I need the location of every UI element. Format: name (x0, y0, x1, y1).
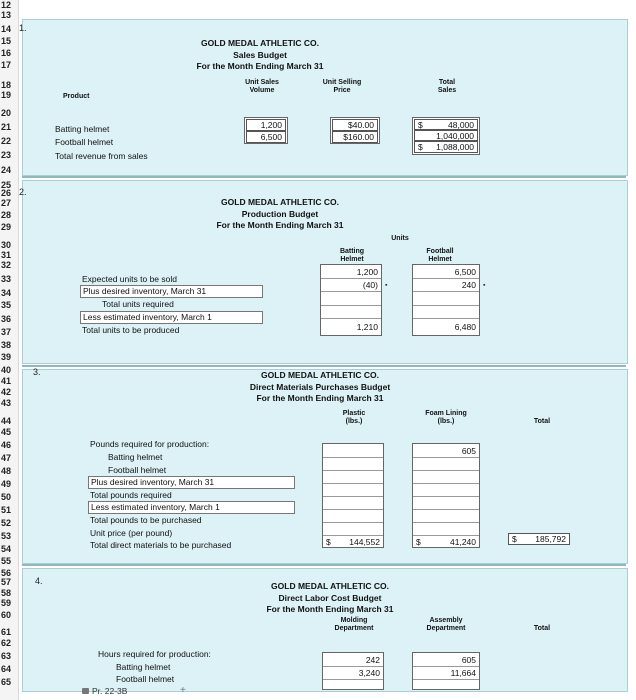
materials-foam-cell[interactable] (413, 472, 479, 484)
row-number: 48 (1, 466, 12, 476)
materials-label-select[interactable]: Less estimated inventory, March 1 (88, 501, 295, 514)
question-number-1: 1. (19, 23, 27, 33)
production-football-cell[interactable] (413, 307, 479, 319)
production-batting-cell[interactable]: 1,200 (321, 267, 381, 279)
row-number: 29 (1, 222, 12, 232)
labor-label: Football helmet (116, 674, 175, 684)
row-number: 46 (1, 440, 12, 450)
row-number: 35 (1, 300, 12, 310)
entry-marker-icon: ▪ (385, 282, 388, 289)
materials-plastic-cell[interactable] (323, 524, 383, 536)
add-sheet-button[interactable]: + (180, 685, 186, 696)
materials-title: Direct Materials Purchases Budget (249, 382, 391, 392)
currency-symbol: $ (512, 534, 517, 544)
question-number-2: 2. (19, 187, 27, 197)
row-number: 60 (1, 610, 12, 620)
row-number: 16 (1, 48, 12, 58)
sales-grand-total-cell[interactable] (414, 141, 478, 153)
production-col-football: Football Helmet (426, 248, 454, 263)
row-number: 42 (1, 387, 12, 397)
section-divider (22, 564, 626, 566)
row-number: 57 (1, 577, 12, 587)
row-number: 27 (1, 198, 12, 208)
materials-plastic-total: 144,552 (349, 537, 380, 547)
materials-plastic-group (322, 443, 384, 548)
row-number: 41 (1, 376, 12, 386)
sales-volume-cell[interactable]: 6,500 (246, 131, 286, 143)
materials-foam-cell[interactable] (413, 524, 479, 536)
sales-total-value: 48,000 (448, 120, 474, 130)
materials-plastic-cell[interactable] (323, 459, 383, 471)
production-batting-cell[interactable] (321, 307, 381, 319)
sales-total-cell[interactable]: 1,040,000 (414, 130, 478, 141)
materials-col-total: Total (533, 418, 551, 425)
row-number: 59 (1, 598, 12, 608)
production-football-group (412, 264, 480, 336)
row-number: 22 (1, 136, 12, 146)
materials-col-foam: Foam Lining (lbs.) (425, 410, 467, 425)
row-number: 31 (1, 250, 12, 260)
production-football-cell[interactable] (413, 294, 479, 306)
currency-symbol: $ (418, 120, 423, 130)
labor-title: Direct Labor Cost Budget (278, 593, 382, 603)
sales-col-price: Unit Selling Price (322, 79, 362, 94)
production-batting-cell[interactable] (321, 294, 381, 306)
row-number: 14 (1, 24, 12, 34)
sales-col-product: Product (63, 93, 90, 100)
section-divider (22, 365, 626, 367)
sales-volume-cell[interactable]: 1,200 (246, 119, 286, 131)
materials-foam-total-cell[interactable] (413, 537, 479, 548)
labor-assembly-cell[interactable]: 11,664 (413, 668, 479, 680)
materials-plastic-cell[interactable] (323, 498, 383, 510)
materials-foam-total: 41,240 (450, 537, 476, 547)
production-football-cell[interactable]: 240 (413, 280, 479, 292)
production-batting-cell[interactable]: (40) (321, 280, 381, 292)
row-number: 54 (1, 544, 12, 554)
currency-symbol: $ (416, 537, 421, 547)
labor-company: GOLD MEDAL ATHLETIC CO. (271, 581, 389, 591)
row-number: 25 (1, 180, 12, 190)
row-number: 32 (1, 260, 12, 270)
row-number: 51 (1, 505, 12, 515)
row-number: 52 (1, 518, 12, 528)
production-col-batting: Batting Helmet (339, 248, 365, 263)
row-number: 58 (1, 588, 12, 598)
materials-period: For the Month Ending March 31 (256, 393, 384, 403)
section-divider (22, 176, 626, 178)
production-batting-group (320, 264, 382, 336)
sheet-tab[interactable] (82, 686, 127, 696)
materials-foam-cell[interactable]: 605 (413, 446, 479, 458)
question-number-3: 3. (33, 367, 41, 377)
labor-col-assembly: Assembly Department (426, 617, 466, 632)
row-number: 21 (1, 122, 12, 132)
currency-symbol: $ (418, 142, 423, 152)
materials-label: Pounds required for production: (90, 439, 210, 449)
labor-molding-cell[interactable]: 3,240 (323, 668, 383, 680)
production-label: Total units to be produced (82, 325, 180, 335)
sales-company: GOLD MEDAL ATHLETIC CO. (201, 38, 319, 48)
materials-label: Total pounds required (90, 490, 172, 500)
labor-assembly-group (412, 652, 480, 690)
currency-symbol: $ (326, 537, 331, 547)
row-number: 44 (1, 416, 12, 426)
row-number: 62 (1, 638, 12, 648)
production-football-cell[interactable]: 6,500 (413, 267, 479, 279)
row-number: 43 (1, 398, 12, 408)
materials-col-plastic: Plastic (lbs.) (342, 410, 366, 425)
materials-plastic-cell[interactable] (323, 485, 383, 497)
row-number: 50 (1, 492, 12, 502)
materials-label: Batting helmet (108, 452, 163, 462)
production-label-select[interactable]: Plus desired inventory, March 31 (80, 285, 263, 298)
production-batting-cell[interactable]: 1,210 (356, 322, 378, 332)
materials-plastic-cell[interactable] (323, 446, 383, 458)
row-number: 26 (1, 188, 12, 198)
row-number: 36 (1, 314, 12, 324)
sales-total-cell[interactable] (414, 119, 478, 130)
question-number-4: 4. (35, 576, 43, 586)
sales-period: For the Month Ending March 31 (196, 61, 324, 71)
production-title: Production Budget (241, 209, 319, 219)
sales-total-label: Total revenue from sales (55, 151, 148, 161)
labor-col-total: Total (533, 625, 551, 632)
sales-price-cell[interactable]: $160.00 (332, 131, 378, 143)
production-football-cell[interactable]: 6,480 (454, 322, 476, 332)
row-number: 20 (1, 108, 12, 118)
production-period: For the Month Ending March 31 (216, 220, 344, 230)
row-number: 49 (1, 479, 12, 489)
materials-grand-total: 185,792 (535, 534, 566, 544)
row-number: 56 (1, 568, 12, 578)
sales-grand-total-value: 1,088,000 (436, 142, 474, 152)
labor-assembly-cell[interactable]: 605 (413, 655, 479, 667)
sales-line-label: Football helmet (55, 137, 114, 147)
materials-label: Football helmet (108, 465, 167, 475)
row-number: 45 (1, 427, 12, 437)
row-number: 38 (1, 340, 12, 350)
sales-line-label: Batting helmet (55, 124, 110, 134)
row-number: 61 (1, 627, 12, 637)
sales-col-volume: Unit Sales Volume (245, 79, 279, 94)
entry-marker-icon: ▪ (483, 282, 486, 289)
row-number: 19 (1, 90, 12, 100)
materials-foam-group (412, 443, 480, 548)
materials-grand-total-cell[interactable] (508, 533, 570, 545)
materials-foam-cell[interactable] (413, 511, 479, 523)
materials-foam-cell[interactable] (413, 498, 479, 510)
materials-foam-cell[interactable] (413, 485, 479, 497)
materials-label: Total direct materials to be purchased (90, 540, 232, 550)
production-label-select[interactable]: Less estimated inventory, March 1 (80, 311, 263, 324)
production-company: GOLD MEDAL ATHLETIC CO. (221, 197, 339, 207)
materials-label: Unit price (per pound) (90, 528, 173, 538)
row-number: 39 (1, 352, 12, 362)
row-number: 12 (1, 0, 12, 10)
row-number: 17 (1, 60, 12, 70)
production-label: Expected units to be sold (82, 274, 177, 284)
row-number: 64 (1, 664, 12, 674)
row-number: 13 (1, 10, 12, 20)
sales-col-total: Total Sales (437, 79, 457, 94)
production-units-label: Units (391, 235, 409, 242)
row-number: 34 (1, 288, 12, 298)
row-number: 23 (1, 150, 12, 160)
materials-company: GOLD MEDAL ATHLETIC CO. (261, 370, 379, 380)
labor-col-molding: Molding Department (334, 617, 374, 632)
row-number: 37 (1, 327, 12, 337)
sales-price-cell[interactable]: $40.00 (332, 119, 378, 131)
row-number: 28 (1, 210, 12, 220)
row-number: 53 (1, 531, 12, 541)
row-number: 65 (1, 677, 12, 687)
labor-label: Batting helmet (116, 662, 171, 672)
production-label: Total units required (102, 299, 174, 309)
row-number: 40 (1, 365, 12, 375)
labor-period: For the Month Ending March 31 (266, 604, 394, 614)
materials-label: Total pounds to be purchased (90, 515, 202, 525)
row-number: 18 (1, 80, 12, 90)
row-number: 15 (1, 36, 12, 46)
sheet-tab-label: Pr. 22-3B (92, 686, 128, 696)
row-number: 24 (1, 165, 12, 175)
row-number: 33 (1, 274, 12, 284)
labor-label: Hours required for production: (98, 649, 211, 659)
materials-plastic-total-cell[interactable] (323, 537, 383, 548)
materials-plastic-cell[interactable] (323, 511, 383, 523)
sales-title: Sales Budget (233, 50, 287, 60)
materials-label-select[interactable]: Plus desired inventory, March 31 (88, 476, 295, 489)
materials-plastic-cell[interactable] (323, 472, 383, 484)
row-number: 47 (1, 453, 12, 463)
labor-molding-cell[interactable]: 242 (323, 655, 383, 667)
lock-icon (82, 688, 89, 694)
row-number: 30 (1, 240, 12, 250)
row-number: 63 (1, 651, 12, 661)
labor-molding-group (322, 652, 384, 690)
materials-foam-cell[interactable] (413, 459, 479, 471)
row-number: 55 (1, 556, 12, 566)
